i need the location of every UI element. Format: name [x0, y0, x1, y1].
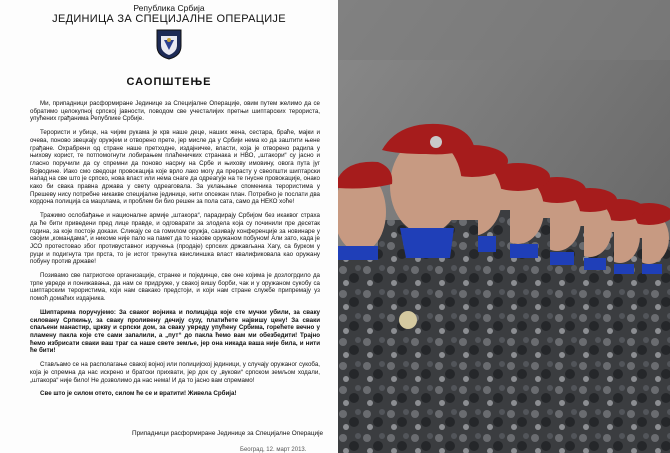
soldiers-photo [338, 0, 670, 453]
paragraph: Терористи и убице, на чијим рукама је крв наше деце, наших жена, сестара, браће, мајки и очева, поново звецкају оружјем и отворено прете, јер мисле да у Србији нема ко да заштити њене грађане. Охрабрени од стране наше претходне, издајничке, власти, која је отворено радила у њихову корист, те потпомогнути лобирањем плаћеничких странака и НВО, „штакори“ су јасно и гласно поручили да су спремни да поново насрну на Србе и њихову имовину, овога пута југ Војводине. Иако смо сведоци провокација које врло лако могу да прерасту у свеопшти шиптарски напад на све што је српско, нова власт или нема снаге да одреагује на те гнусне провокације, онако како би свака правна држава у свету одреаговала. За уклањање споменика терористима у Прешеву нису потребне никакве специјалне јединице, нити опсежан план. Потребно је послати два кордона полиција са мацолама, и проблем би био решен за пола сата, само да НЕКО хоће! [30, 129, 320, 206]
document-date: Београд, 12. март 2013. [240, 447, 307, 453]
paragraph-bold: Шиптарима поручујемо: За сваког војника и полицајца које сте мучки убили, за сваку силовану Српкињу, за сваку проливену дечију сузу, платићете највишу цену! За сваки спаљени манастир, цркву и српски дом, за сваку увреду упућену Србима, горећете вечно у пламену пакла које сте сами запалили, а „пут“ до пакла ћемо вам ми обезбедити! Трајно ћемо избрисати сваки ваш траг са наше свете земље, јер она никада ваша није била, и нити ће бити! [30, 308, 320, 355]
closing-line: Све што је силом отето, силом ће се и вратити! Живела Србија! [40, 390, 237, 398]
document-body [30, 100, 320, 404]
paragraph: Позивамо све патриотске организације, странке и појединце, све оне којима је дозлогрдило да трпе увреде и понижавања, да нам се придруже, у свакој вишу борби, чак и у оружаном сукобу са шиптарским терористима, који нам свакако предстоји, и који нам стране службе припремају уз помоћ домаћих издајника. [30, 272, 320, 303]
soldier-figure [338, 162, 392, 453]
republic-label: Република Србија [133, 3, 205, 13]
paragraph: Ми, припадници расформиране Јединице за Специјалне Операције, овим путем желимо да се обратимо целокупној српској јавности, поводом све учесталијих претњи шиптарских терориста, упућених грађанима Републике Србије. [30, 100, 320, 123]
document-title: САОПШТЕЊЕ [126, 76, 212, 88]
signature: Припадници расформиране Јединице за Специјалне Операције [132, 430, 324, 437]
paragraph: Стављамо се на располагање свакој војној или полицијској јединици, у случају оружаног сукоба, која је спремна да нас искрено и братски прихвати, јер док су „вукови“ српском земљом ходали, „штакора“ није било! Не дозволимо да нас нема! И да то јасно вам спремамо! [30, 361, 320, 384]
unit-heading: ЈЕДИНИЦА ЗА СПЕЦИЈАЛНЕ ОПЕРАЦИЈЕ [52, 13, 286, 25]
paragraph: Тражимо ослобађање и националне армије „штакора“, парадирају Србијом без икаквог страха да ће бити приведени пред лице правде, и одговарати за злодела која су починили пре десетак година, за које постоје докази. Сликају се са гомилом оружја, сазивају конференције за новинаре у својим „командама“, и никоме није пало на памет да то назове оружаном побуном! Али зато, када је ЈСО протестовао због противуставног изручења (продаје) српских држављана Хагу, са бурком у руци и подигнута три прста, то је истог тренутка квислиншка власт квалификовала као оружану побуну против државе! [30, 212, 320, 266]
unit-emblem-icon [155, 28, 183, 60]
